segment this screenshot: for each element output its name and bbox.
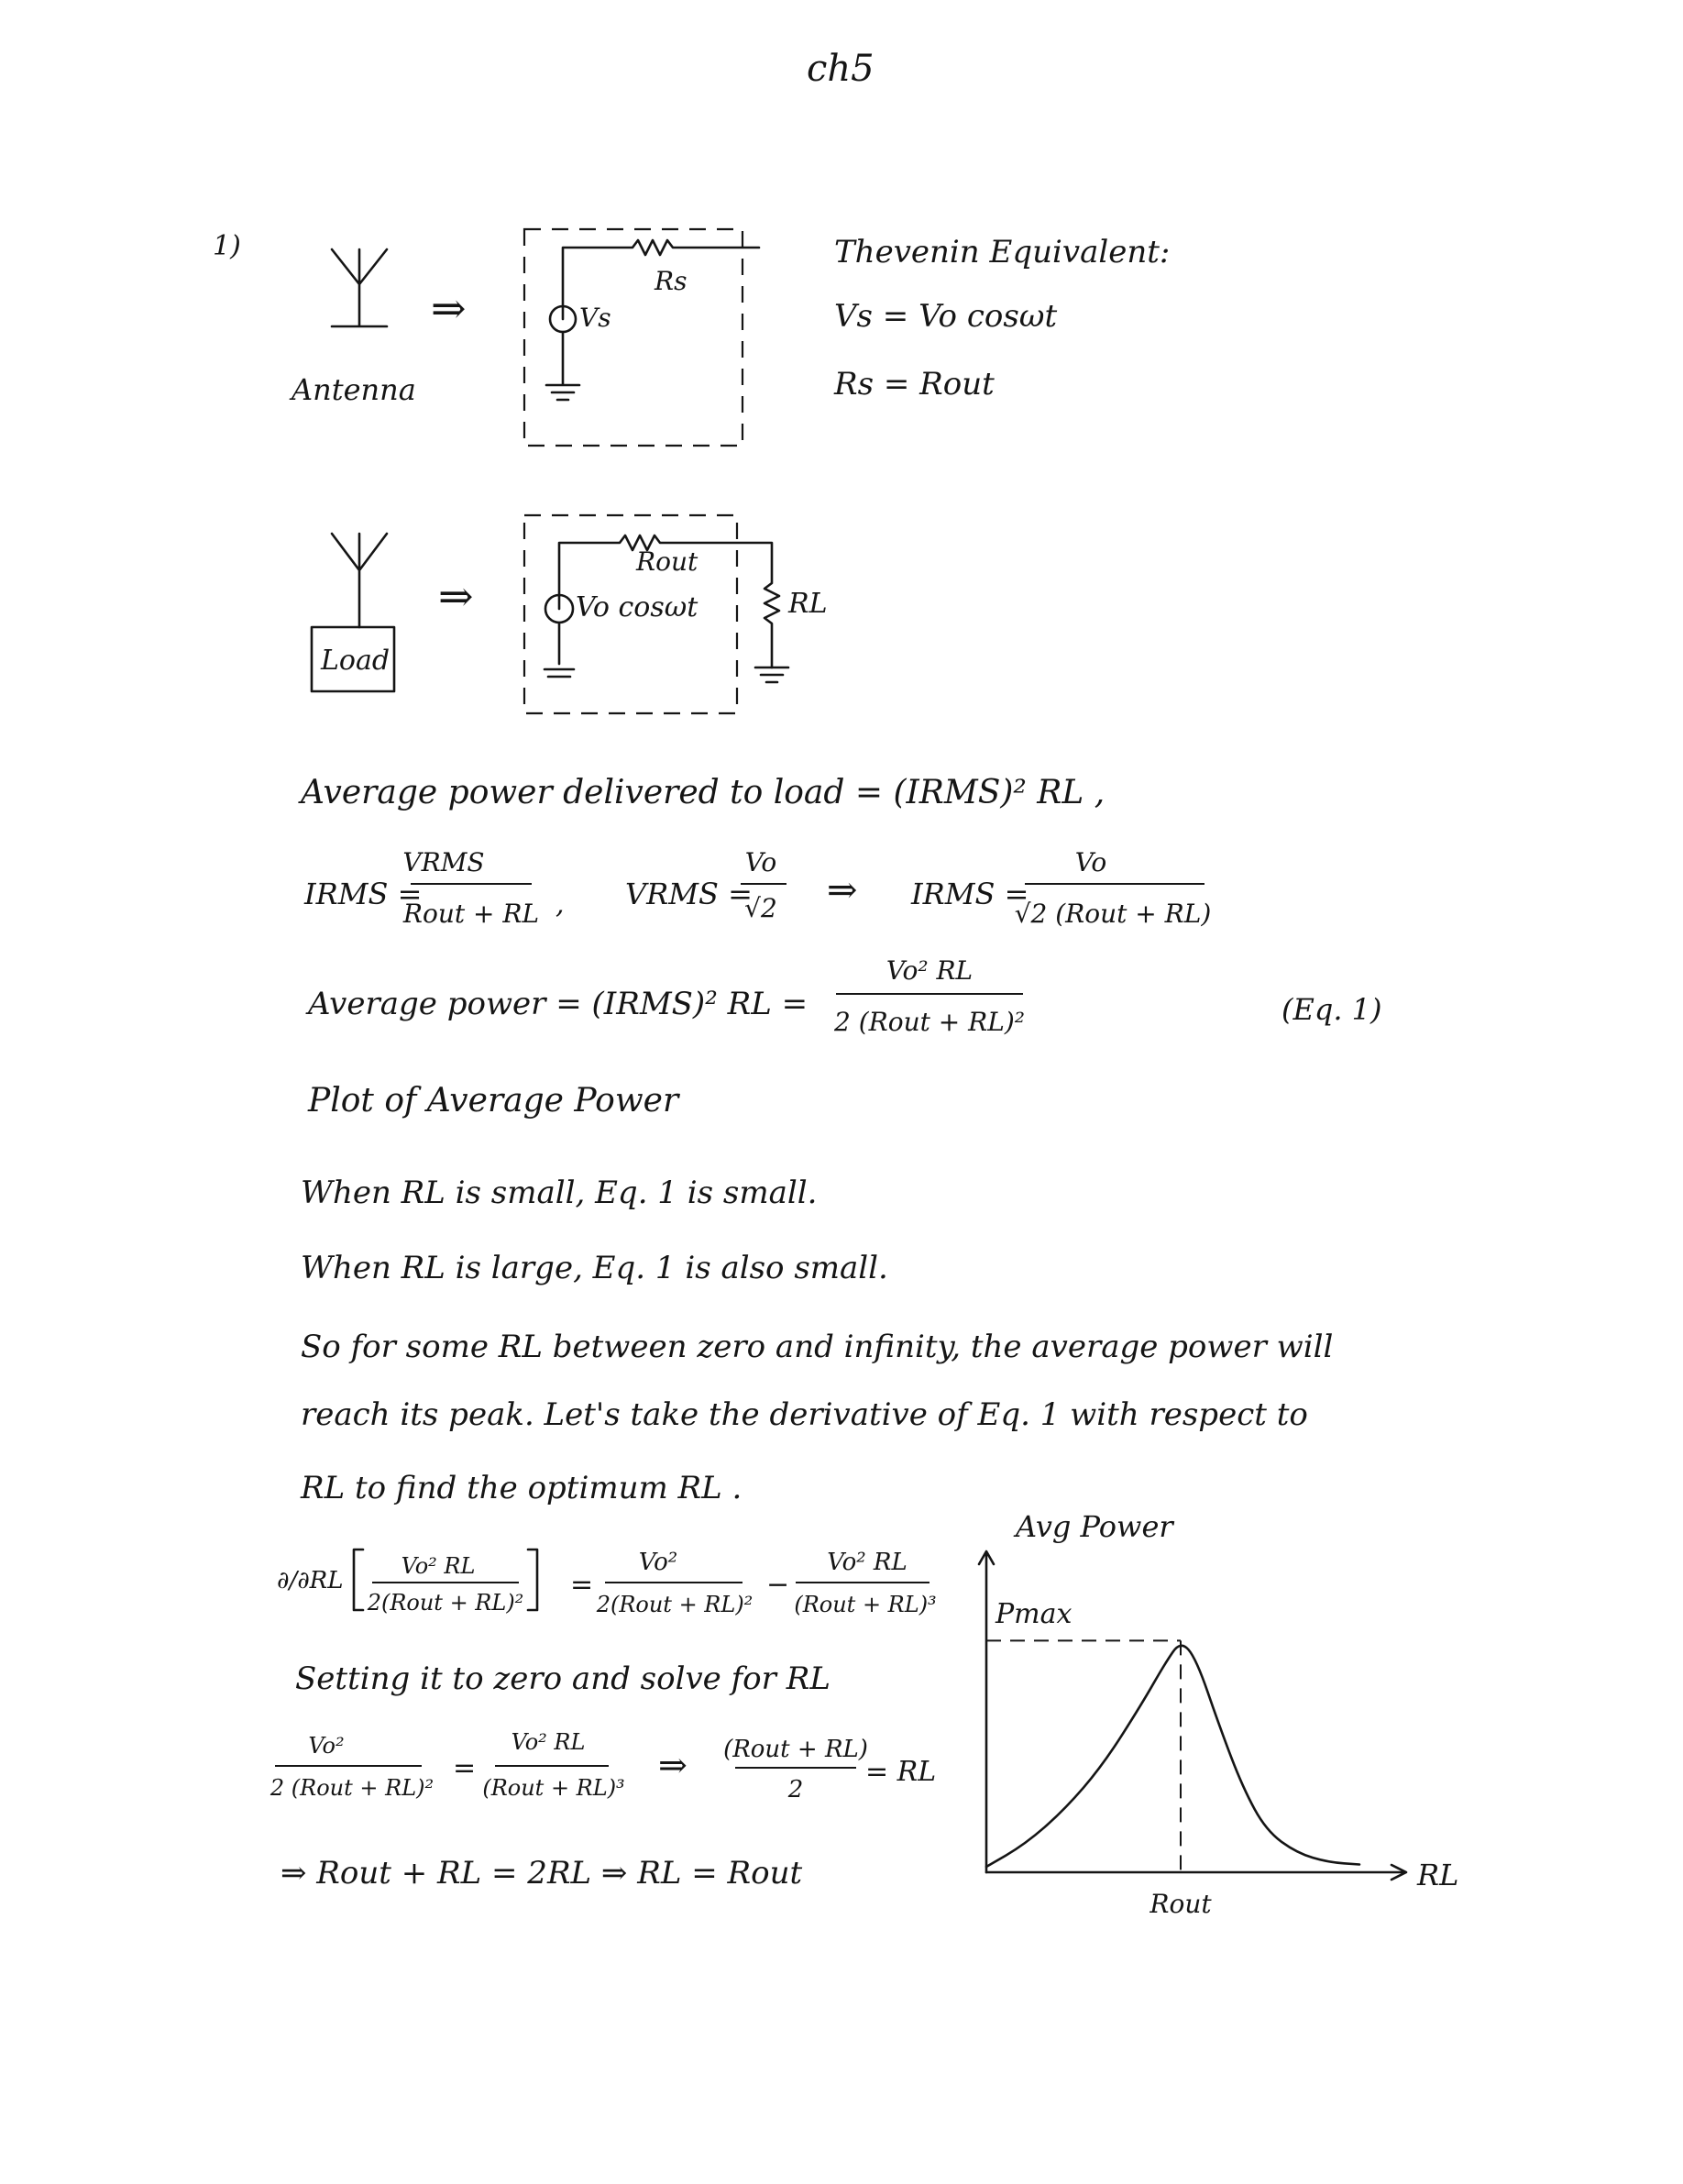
thevenin-vs-equation: Vs = Vo cosωt xyxy=(834,298,1058,335)
close-bracket xyxy=(528,1550,537,1610)
avg-power-denominator: 2 (Rout + RL)² xyxy=(834,1007,1025,1037)
solve-equals: = xyxy=(453,1752,477,1784)
peak-label-pmax: Pmax xyxy=(996,1598,1072,1630)
thevenin-rs-equation: Rs = Rout xyxy=(834,366,995,403)
avg-power-chart xyxy=(979,1509,1458,1919)
irms2-lhs: IRMS = xyxy=(911,877,1029,911)
solve-rhs-denominator: (Rout + RL)³ xyxy=(482,1775,625,1801)
irms2-denominator: √2 (Rout + RL) xyxy=(1014,899,1212,929)
avg-power-numerator: Vo² RL xyxy=(886,955,974,986)
irms-denominator: Rout + RL xyxy=(402,899,540,929)
y-axis-label: Avg Power xyxy=(1016,1509,1173,1544)
open-bracket xyxy=(354,1550,363,1610)
equation-tag: (Eq. 1) xyxy=(1282,992,1382,1027)
solve-lhs-numerator: Vo² xyxy=(308,1733,345,1759)
implies-arrow-3: ⇒ xyxy=(827,869,858,911)
solve-result-rhs: = RL xyxy=(865,1756,937,1788)
problem-number: 1) xyxy=(213,230,241,262)
ground-icon-3 xyxy=(755,667,788,682)
y-axis xyxy=(979,1551,994,1872)
irms-comma: , xyxy=(556,888,565,921)
resistor-label-rout: Rout xyxy=(636,546,698,577)
irms-numerator: VRMS xyxy=(402,847,485,877)
solve-result-numerator: (Rout + RL) xyxy=(723,1736,868,1763)
antenna-icon xyxy=(332,249,387,326)
paragraph-line-2: reach its peak. Let's take the derivative of Eq. 1 with respect to xyxy=(301,1396,1308,1433)
antenna-label: Antenna xyxy=(292,372,416,407)
deriv-term2-numerator: Vo² RL xyxy=(827,1549,908,1576)
avg-power-curve xyxy=(986,1646,1359,1867)
paragraph-line-1: So for some RL between zero and infinity, the average power will xyxy=(301,1329,1334,1365)
vrms-denominator: √2 xyxy=(744,893,777,923)
deriv-inner-numerator: Vo² RL xyxy=(401,1553,476,1579)
solve-lhs-denominator: 2 (Rout + RL)² xyxy=(270,1775,434,1801)
solve-rhs-numerator: Vo² RL xyxy=(511,1729,586,1755)
deriv-equals: = xyxy=(570,1569,594,1601)
implies-arrow-1: ⇒ xyxy=(431,283,467,333)
deriv-minus: − xyxy=(766,1569,790,1601)
vrms-numerator: Vo xyxy=(744,847,777,877)
x-tick-label-rout: Rout xyxy=(1150,1889,1212,1919)
deriv-inner-denominator: 2(Rout + RL)² xyxy=(367,1590,524,1616)
plot-heading: Plot of Average Power xyxy=(308,1082,679,1120)
paragraph-line-3: RL to find the optimum RL . xyxy=(301,1470,742,1506)
load-resistor-label: RL xyxy=(788,588,828,620)
thevenin-title: Thevenin Equivalent: xyxy=(834,234,1171,270)
deriv-term1-denominator: 2(Rout + RL)² xyxy=(596,1592,754,1617)
load-box-label: Load xyxy=(321,645,390,677)
solve-implies: ⇒ xyxy=(658,1745,688,1785)
chapter-header: ch5 xyxy=(807,48,874,90)
deriv-term2-denominator: (Rout + RL)³ xyxy=(794,1592,937,1617)
ground-icon-2 xyxy=(544,623,574,677)
solve-result-denominator: 2 xyxy=(787,1776,804,1803)
vrms-lhs: VRMS = xyxy=(625,877,753,911)
avg-power-statement: Average power delivered to load = (IRMS)² RL , xyxy=(301,774,1106,811)
derivative-operator: ∂/∂RL xyxy=(277,1567,344,1594)
ground-icon xyxy=(546,332,579,400)
x-axis-label: RL xyxy=(1417,1858,1459,1892)
setting-line: Setting it to zero and solve for RL xyxy=(295,1660,830,1697)
large-case-line: When RL is large, Eq. 1 is also small. xyxy=(301,1250,888,1286)
source-label-vocos: Vo cosωt xyxy=(576,591,698,623)
avg-power-lhs: Average power = (IRMS)² RL = xyxy=(308,986,808,1022)
small-case-line: When RL is small, Eq. 1 is small. xyxy=(301,1175,818,1211)
source-label-vs: Vs xyxy=(579,303,611,333)
x-axis xyxy=(986,1865,1406,1880)
thevenin-circuit-1 xyxy=(524,229,759,446)
implies-arrow-2: ⇒ xyxy=(438,571,474,621)
final-result-line: ⇒ Rout + RL = 2RL ⇒ RL = Rout xyxy=(280,1855,803,1892)
resistor-label-rs: Rs xyxy=(654,266,688,296)
irms2-numerator: Vo xyxy=(1074,847,1107,877)
irms-lhs: IRMS = xyxy=(304,877,423,911)
deriv-term1-numerator: Vo² xyxy=(638,1549,678,1576)
